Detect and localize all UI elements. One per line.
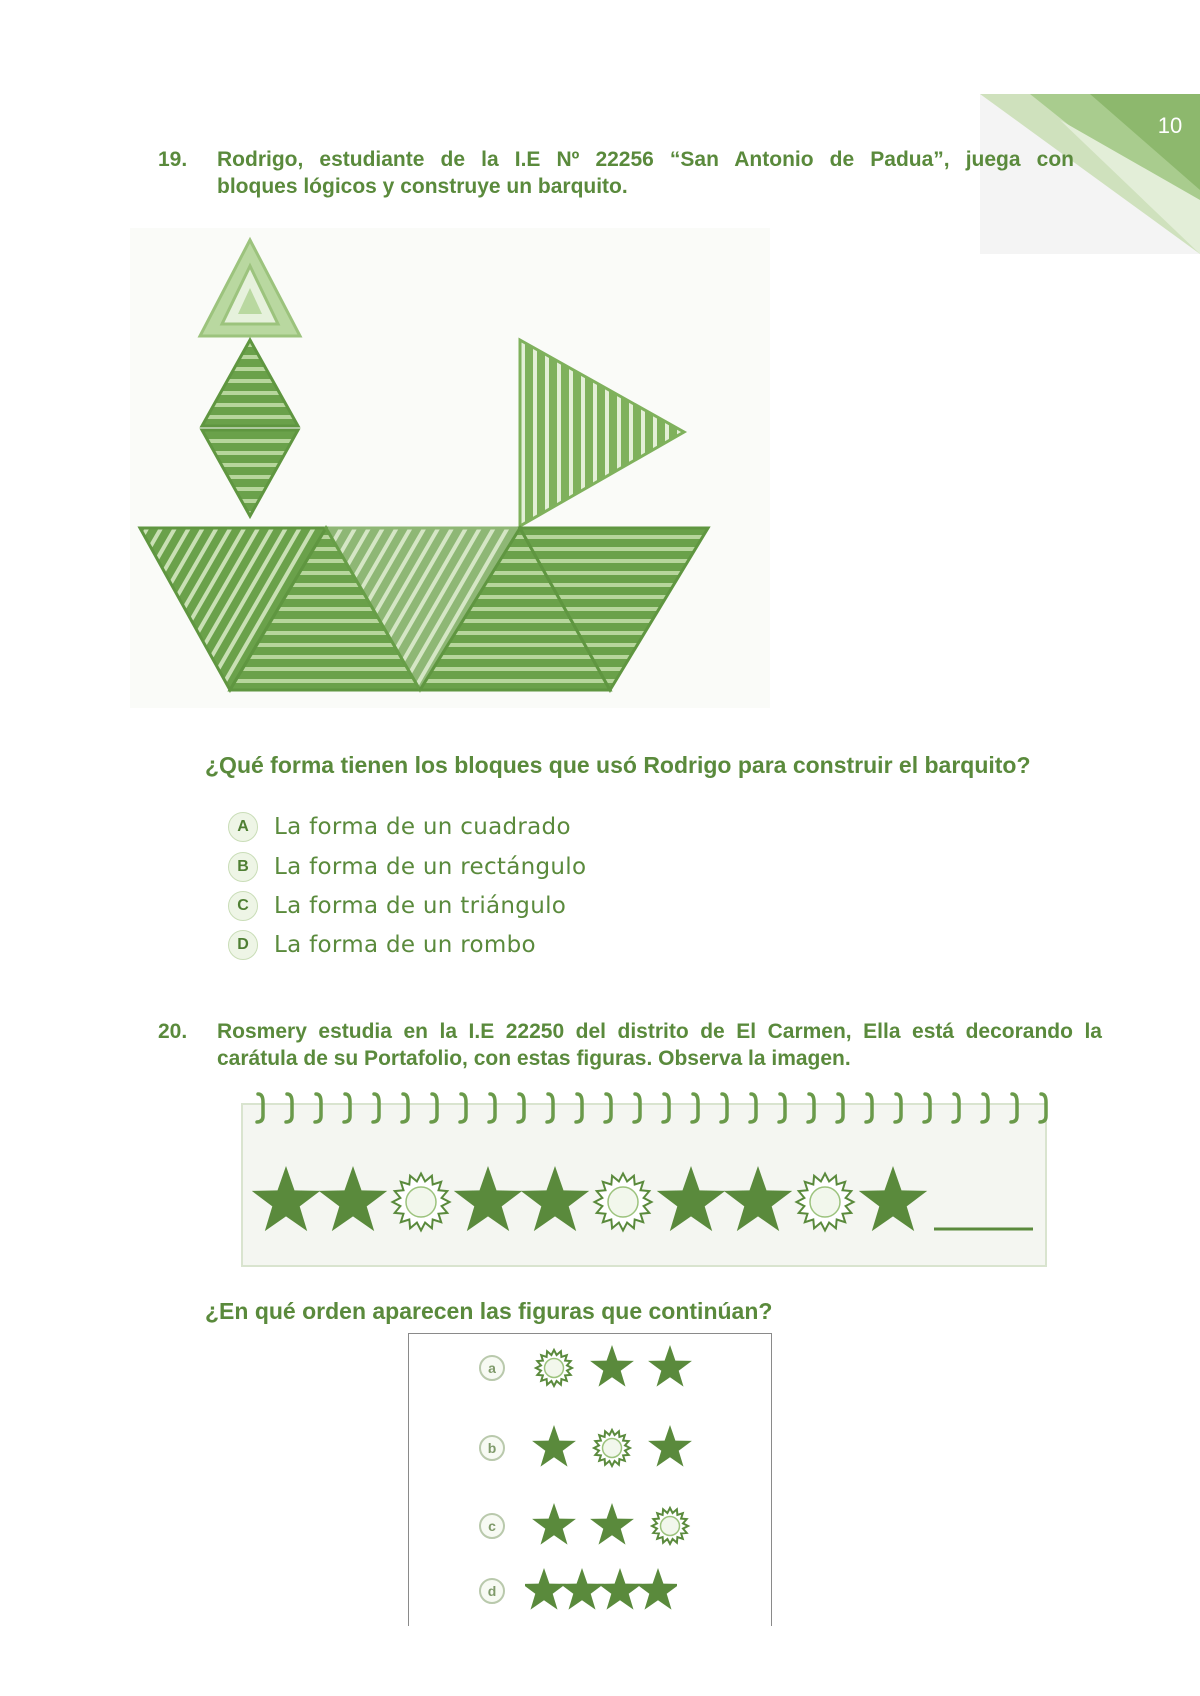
star-icon [636,1568,677,1610]
answer-shapes [525,1424,699,1472]
question-19-prompt: ¿Qué forma tienen los bloques que usó Rodrigo para construir el barquito? [205,752,1031,778]
option-text: La forma de un rectángulo [274,854,587,880]
answers-box [408,1333,772,1626]
option-c[interactable] [228,890,566,922]
star-icon [532,1503,576,1545]
option-d[interactable] [228,929,536,961]
option-b[interactable] [228,851,586,883]
answer-letter: d [479,1578,505,1604]
question-20-number: 20. [158,1020,188,1043]
question-20-text [217,1018,1102,1072]
question-19-text [217,146,1074,200]
star-icon [590,1503,634,1545]
answer-c[interactable] [479,1506,699,1546]
page-number: 10 [1157,113,1183,138]
answer-letter: c [479,1513,505,1539]
answer-shapes [525,1567,677,1615]
question-19-line2: bloques lógicos y construye un barquito. [217,175,628,198]
star-icon [532,1425,576,1467]
answer-shapes [525,1502,699,1550]
sun-icon [536,1350,572,1386]
option-letter: A [228,812,258,842]
answer-a[interactable] [479,1348,699,1388]
corner-decoration [0,0,1200,260]
question-20-line2: carátula de su Portafolio, con estas figuras. Observa la imagen. [217,1047,851,1070]
question-20-line1: Rosmery estudia en la I.E 22250 del distrito de El Carmen, Ella está decorando la [217,1020,1102,1043]
question-20-prompt: ¿En qué orden aparecen las figuras que continúan? [205,1298,773,1324]
answer-d[interactable] [479,1571,677,1611]
sun-icon [594,1430,630,1466]
option-text: La forma de un rombo [274,932,536,958]
sun-icon [797,1174,854,1231]
star-icon [590,1345,634,1387]
question-19-line1: Rodrigo, estudiante de la I.E Nº 22256 “San Antonio de Padua”, juega con [217,148,1074,171]
sun-icon [595,1174,652,1231]
option-text: La forma de un triángulo [274,893,567,919]
question-19-number: 19. [158,148,188,171]
star-icon [598,1568,642,1610]
answer-b[interactable] [479,1428,699,1468]
boat-figure [130,228,770,708]
star-icon [525,1568,566,1610]
answer-shapes [525,1344,699,1392]
option-letter: B [228,852,258,882]
option-text: La forma de un cuadrado [274,814,571,840]
star-icon [560,1568,604,1610]
option-a[interactable] [228,811,571,843]
star-icon [648,1425,692,1467]
answer-letter: a [479,1355,505,1381]
answer-letter: b [479,1435,505,1461]
star-icon [648,1345,692,1387]
notebook-sequence [238,1092,1050,1270]
option-letter: C [228,891,258,921]
sun-icon [652,1508,688,1544]
option-letter: D [228,930,258,960]
sun-icon [393,1174,450,1231]
